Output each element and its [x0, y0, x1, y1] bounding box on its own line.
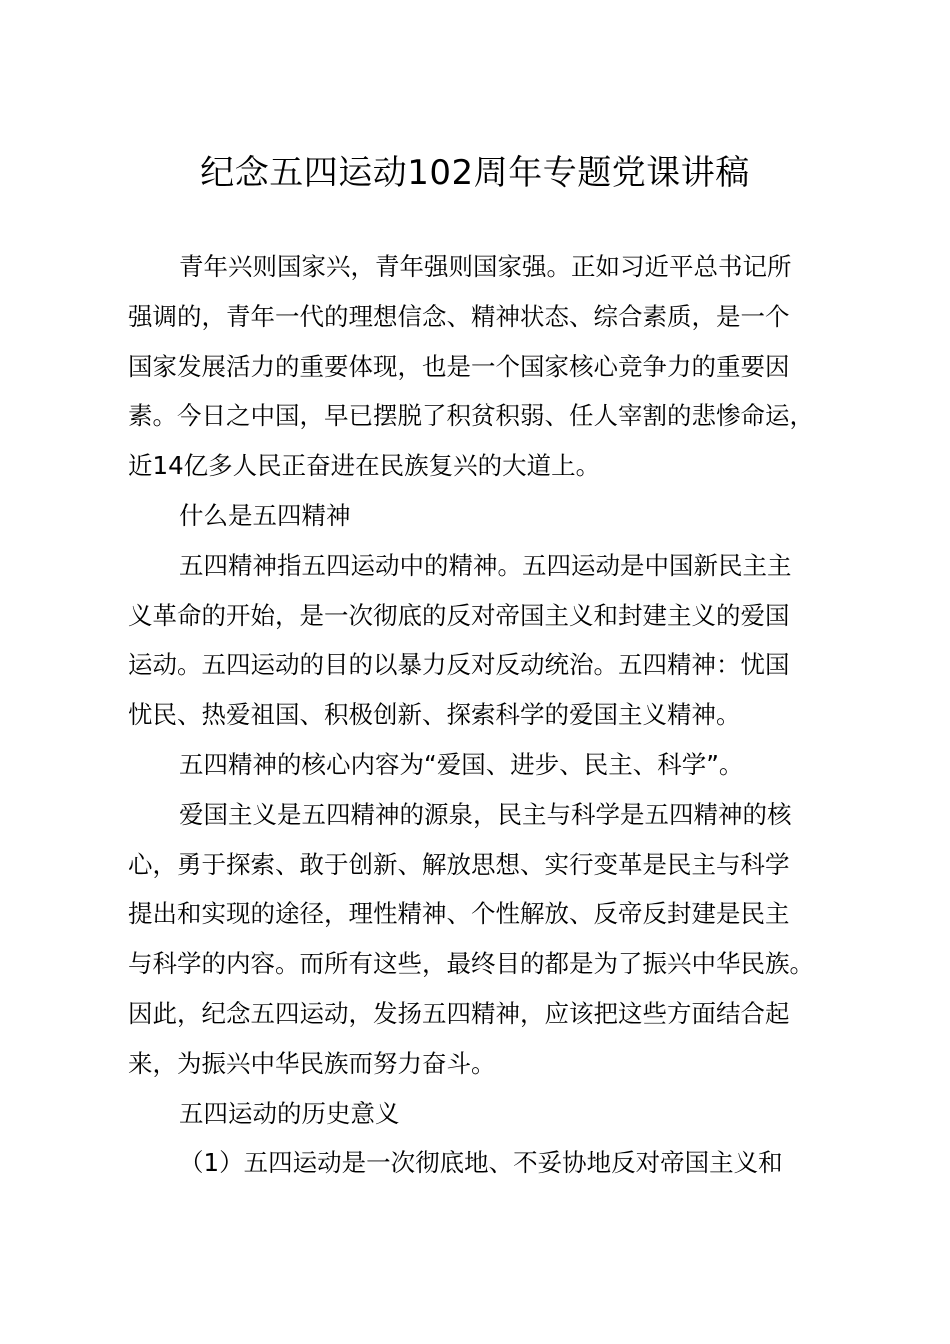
text-line: 素。今日之中国，早已摆脱了积贫积弱、任人宰割的悲惨命运， — [128, 401, 814, 431]
text-line: 来，为振兴中华民族而努力奋斗。 — [128, 1048, 496, 1078]
text-line: 忧民、热爱祖国、积极创新、探索科学的爱国主义精神。 — [128, 700, 741, 730]
text-line: 近14亿多人民正奋进在民族复兴的大道上。 — [128, 451, 601, 481]
text-line: 因此，纪念五四运动，发扬五四精神，应该把这些方面结合起 — [128, 998, 790, 1028]
text-line: 强调的，青年一代的理想信念、精神状态、综合素质，是一个 — [128, 301, 790, 331]
document-body — [128, 242, 848, 1188]
text-line: 爱国主义是五四精神的源泉，民主与科学是五四精神的核 — [179, 799, 792, 829]
text-line: 心，勇于探索、敢于创新、解放思想、实行变革是民主与科学 — [128, 849, 790, 879]
paragraph-intro — [128, 242, 848, 491]
section-heading-historical-significance — [128, 1089, 848, 1139]
text-line: 提出和实现的途径，理性精神、个性解放、反帝反封建是民主 — [128, 899, 790, 929]
section-heading-what-is-may-fourth-spirit — [128, 491, 848, 541]
paragraph-patriotism — [128, 790, 848, 1089]
document-title: 纪念五四运动102周年专题党课讲稿 — [200, 153, 750, 193]
text-line: 青年兴则国家兴，青年强则国家强。正如习近平总书记所 — [179, 252, 792, 281]
text-line: 五四精神指五四运动中的精神。五四运动是中国新民主主 — [179, 550, 792, 580]
text-line: 义革命的开始，是一次彻底的反对帝国主义和封建主义的爱国 — [128, 600, 790, 630]
paragraph-spirit-definition — [128, 541, 848, 740]
text-line: 与科学的内容。而所有这些，最终目的都是为了振兴中华民族。 — [128, 949, 814, 979]
text-line: 什么是五四精神 — [179, 500, 351, 530]
text-line: （1）五四运动是一次彻底地、不妥协地反对帝国主义和 — [179, 1148, 783, 1178]
paragraph-significance-1 — [128, 1138, 848, 1188]
text-line: 国家发展活力的重要体现，也是一个国家核心竞争力的重要因 — [128, 351, 790, 381]
text-line: 运动。五四运动的目的以暴力反对反动统治。五四精神：忧国 — [128, 650, 790, 680]
paragraph-core-content — [128, 740, 848, 790]
text-line: 五四精神的核心内容为“爱国、进步、民主、科学”。 — [179, 749, 744, 779]
text-line: 五四运动的历史意义 — [179, 1098, 400, 1128]
